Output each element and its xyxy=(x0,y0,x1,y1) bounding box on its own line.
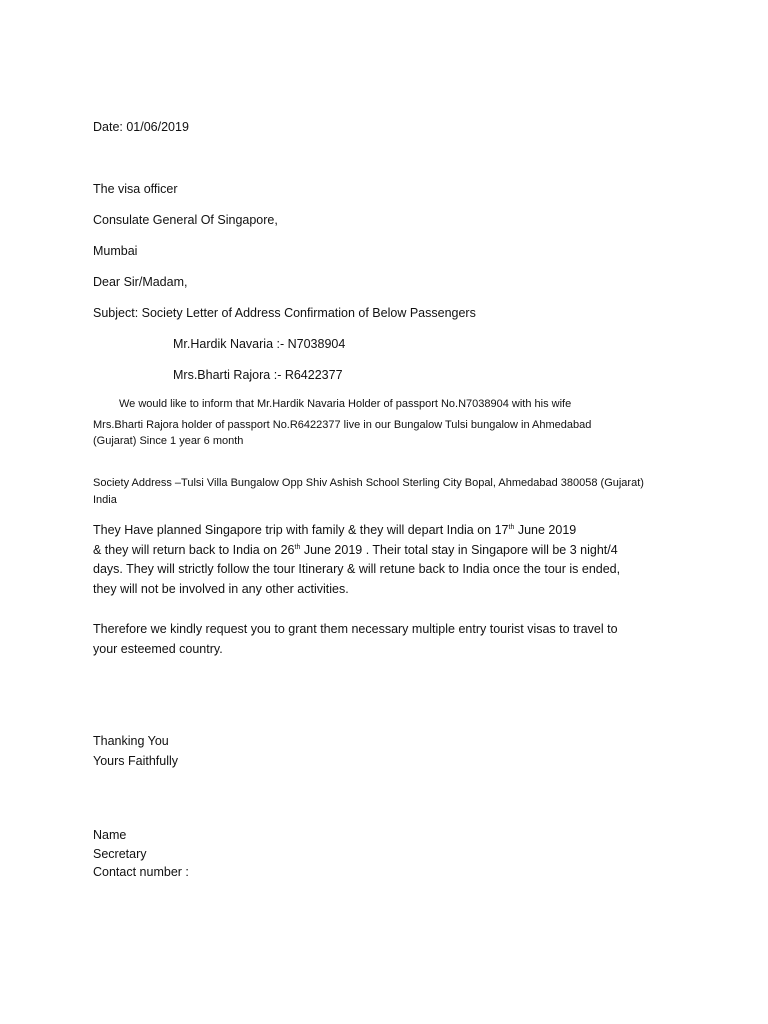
recipient-line-1: The visa officer xyxy=(93,182,178,196)
society-address-line-2: India xyxy=(93,494,117,506)
request-paragraph xyxy=(93,620,668,659)
trip-line-1: They Have planned Singapore trip with family & they will depart India on 17th June 2019 xyxy=(93,523,577,537)
trip-line-2: & they will return back to India on 26th June 2019 . Their total stay in Singapore will be 3 night/4 xyxy=(93,542,618,557)
closing-line-2: Yours Faithfully xyxy=(93,754,178,768)
signature-contact: Contact number : xyxy=(93,865,189,879)
signature-name: Name xyxy=(93,828,127,842)
trip-line-3: days. They will strictly follow the tour Itinerary & will retune back to India once the tour is ended, xyxy=(93,562,621,576)
signature-title: Secretary xyxy=(93,847,147,861)
recipient-line-3: Mumbai xyxy=(93,244,138,258)
recipient-line-2: Consulate General Of Singapore, xyxy=(93,213,278,227)
passenger-1: Mr.Hardik Navaria :- N7038904 xyxy=(173,337,346,351)
subject-line: Subject: Society Letter of Address Confirmation of Below Passengers xyxy=(93,306,476,320)
info-para-line-1: We would like to inform that Mr.Hardik Navaria Holder of passport No.N7038904 with his wife xyxy=(119,398,572,410)
trip-line-4: they will not be involved in any other activities. xyxy=(93,581,349,596)
info-para-line-2: Mrs.Bharti Rajora holder of passport No.R6422377 live in our Bungalow Tulsi bungalow in Ahmedabad xyxy=(93,419,592,431)
trip-paragraph xyxy=(93,521,668,599)
closing-line-1: Thanking You xyxy=(93,734,169,748)
letter-date: Date: 01/06/2019 xyxy=(93,120,189,134)
society-address-line-1: Society Address –Tulsi Villa Bungalow Opp Shiv Ashish School Sterling City Bopal, Ahmedabad 380058 (Gujarat) xyxy=(93,477,644,489)
info-para-line-3: (Gujarat) Since 1 year 6 month xyxy=(93,435,244,447)
passenger-2: Mrs.Bharti Rajora :- R6422377 xyxy=(173,368,343,382)
request-line-1: Therefore we kindly request you to grant them necessary multiple entry tourist visas to travel to xyxy=(93,622,618,636)
request-line-2: your esteemed country. xyxy=(93,641,223,656)
salutation: Dear Sir/Madam, xyxy=(93,275,188,289)
